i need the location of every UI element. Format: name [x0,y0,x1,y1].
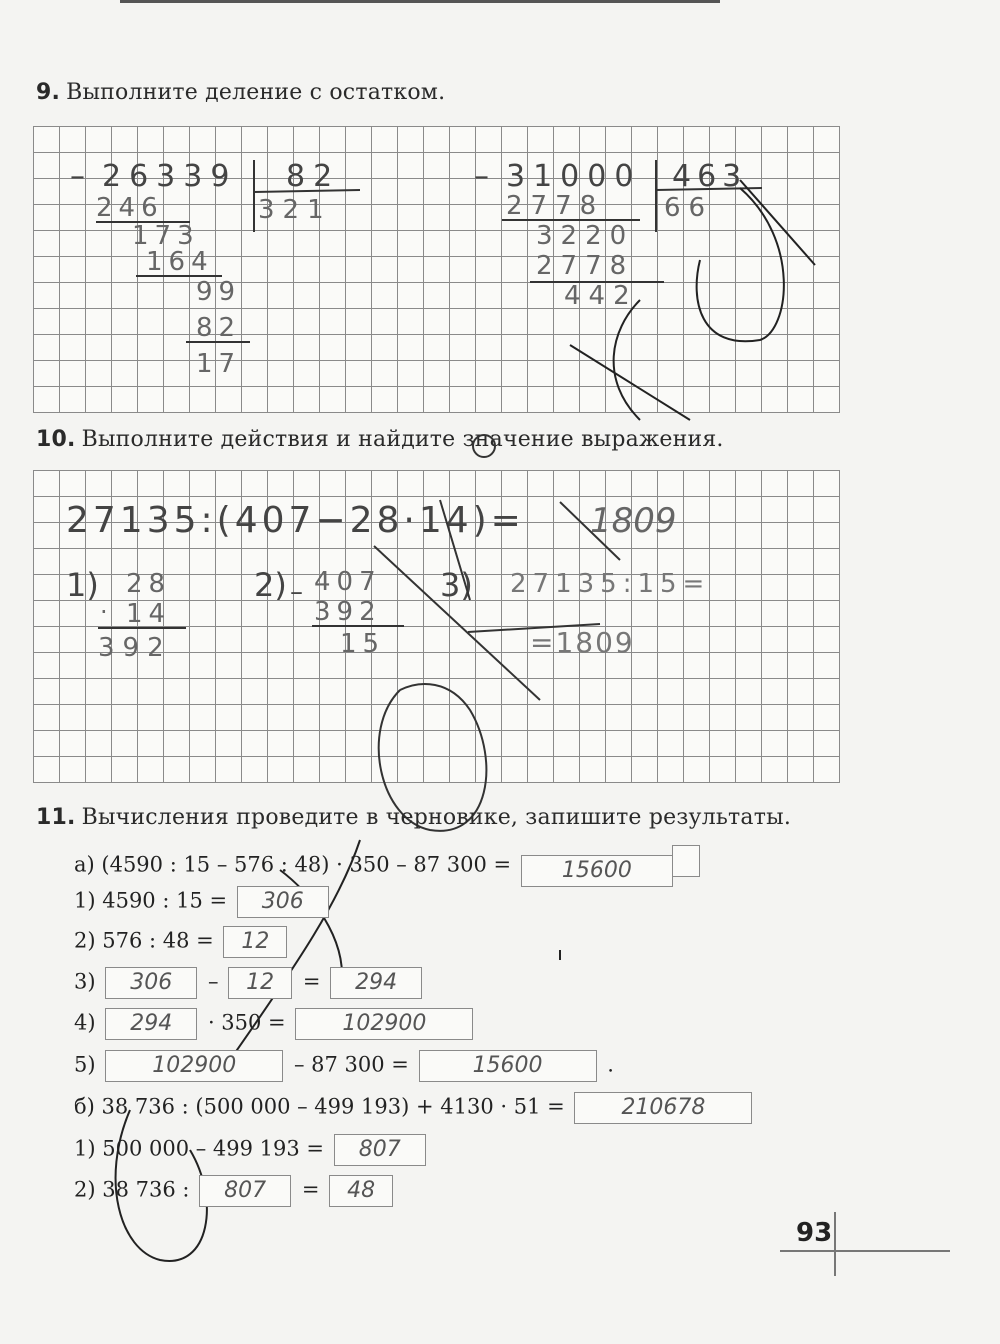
empty-cell [672,845,700,877]
answer-boxes[interactable] [330,1175,393,1207]
minus-sign: – [70,159,85,194]
quotient: 321 [258,195,332,225]
expression-text: 1) 500 000 – 499 193 = [74,1136,325,1161]
minus-sign: – [474,159,489,194]
operator: · 350 = [207,1010,286,1035]
minus-sign: – [290,577,303,607]
step-3-result: =1809 [530,626,635,659]
answer-boxes[interactable] [331,967,422,999]
expression: 27135:(407−28·14)= [66,500,525,541]
answer-boxes[interactable] [420,1050,597,1082]
grid-task-10 [33,470,840,783]
answer-cell: 15600 [521,855,673,887]
page-number: 93 [796,1218,833,1248]
step-1-op: · [100,598,108,626]
value-boxes[interactable] [229,967,292,999]
step-2-result: 15 [340,629,386,659]
task-11-a3 [74,967,426,999]
top-rule [0,0,1000,4]
task-11-a1 [74,886,333,918]
expression-text: а) (4590 : 15 – 576 : 48) · 350 – 87 300 = [74,852,512,877]
step-5: 82 [196,313,242,343]
divisor: 82 [286,159,341,194]
expression-text: 2) 38 736 : [74,1177,190,1202]
task-number: 11. [36,805,76,830]
page-number-rule [780,1250,950,1252]
equals: = [301,1177,320,1202]
task-11-a [74,845,704,887]
value-cell: 807 [199,1175,291,1207]
step-3: 2778 [536,251,635,281]
step-3: 164 [146,247,214,277]
task-11-a4 [74,1008,477,1040]
value-cell: 306 [105,967,197,999]
expression-text: 2) 576 : 48 = [74,928,214,953]
value-cell: 294 [105,1008,197,1040]
value-boxes[interactable] [106,1050,283,1082]
value-boxes[interactable] [106,1008,197,1040]
answer-cell: 306 [237,886,329,918]
answer-boxes[interactable] [522,845,700,887]
step-label: 4) [74,1010,96,1035]
task-text: Выполните деление с остатком. [66,80,446,105]
step-2: 173 [132,221,200,251]
step-label: 3) [74,969,96,994]
task-9-heading [36,80,445,105]
expression-answer: 1809 [590,501,677,541]
task-11-b1 [74,1134,430,1166]
dividend: 31000 [506,159,642,194]
operator: – 87 300 = [293,1052,409,1077]
task-11-b [74,1092,756,1124]
step-1: 2778 [506,191,605,221]
step-1-result: 392 [98,633,172,663]
answer-boxes[interactable] [575,1092,752,1124]
task-11-b2 [74,1175,397,1207]
task-text: Вычисления проведите в черновике, запишите результаты. [81,805,792,830]
task-10-heading [36,427,724,452]
task-number: 9. [36,80,61,105]
step-1: 246 [96,193,164,223]
answer-boxes[interactable] [335,1134,426,1166]
task-11-a5 [74,1050,614,1082]
step-2: 3220 [536,221,635,251]
answer-cell: 48 [329,1175,393,1207]
task-11-a2 [74,926,291,958]
step-3-label: 3) [440,566,473,604]
step-label: 5) [74,1052,96,1077]
step-1-label: 1) [66,566,99,604]
answer-cell: 210678 [574,1092,752,1124]
answer-cell: 294 [330,967,422,999]
value-cell: 12 [228,967,292,999]
answer-boxes[interactable] [238,886,329,918]
answer-cell: 12 [223,926,287,958]
task-text: Выполните действия и найдите значение выражения. [81,427,724,452]
period: . [607,1052,614,1077]
page-number-divider [834,1212,836,1276]
step-4: 99 [196,277,242,307]
value-boxes[interactable] [106,967,197,999]
divisor: 463 [672,159,748,194]
step-2-b: 392 [314,597,382,627]
step-2-label: 2) [254,566,287,604]
answer-cell: 102900 [295,1008,473,1040]
dividend: 26339 [102,159,238,194]
grid-task-9 [33,126,840,413]
step-6: 17 [196,349,242,379]
answer-boxes[interactable] [224,926,287,958]
step-2-a: 407 [314,567,382,597]
answer-cell: 15600 [419,1050,597,1082]
step-1-b: 14 [126,599,172,629]
answer-cell: 807 [334,1134,426,1166]
value-cell: 102900 [105,1050,283,1082]
step-1-a: 28 [126,569,172,599]
expression-text: б) 38 736 : (500 000 – 499 193) + 4130 · 51 = [74,1094,565,1119]
step-4: 442 [564,281,638,311]
quotient: 66 [664,193,714,223]
step-3-expr: 27135:15= [510,569,711,599]
equals: = [302,969,321,994]
expression-text: 1) 4590 : 15 = [74,888,228,913]
operator: – [207,969,219,994]
task-11-heading [36,805,791,830]
task-number: 10. [36,427,76,452]
value-boxes[interactable] [200,1175,291,1207]
answer-boxes[interactable] [296,1008,473,1040]
